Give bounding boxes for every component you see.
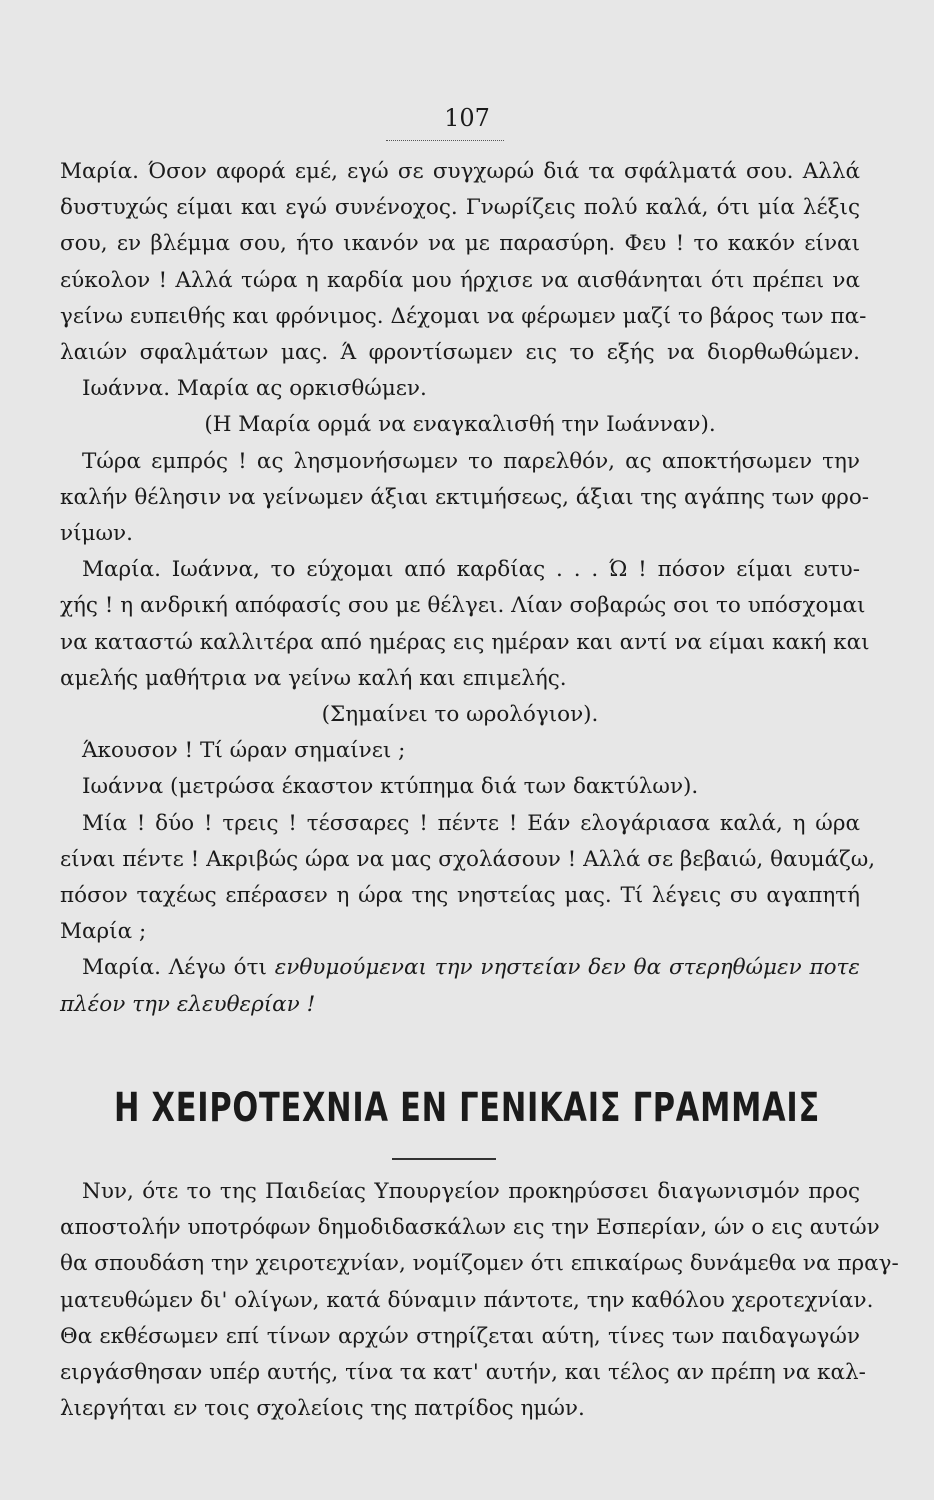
text-line: θα σπουδάση την χειροτεχνίαν, νομίζομεν ότι επικαίρως δυνάμεθα να πραγ- (60, 1251, 899, 1277)
text-line: Άκουσον ! Τί ώραν σημαίνει ; (82, 738, 406, 764)
text-line: λαιών σφαλμάτων μας. Ά φροντίσωμεν εις το εξής να διορθωθώμεν. (60, 340, 860, 366)
text-line: Μαρία. Όσον αφορά εμέ, εγώ σε συγχωρώ διά τα σφάλματά σου. Αλλά (60, 159, 860, 184)
text-line: Νυν, ότε το της Παιδείας Υπουργείον προκηρύσσει διαγωνισμόν προς (82, 1179, 860, 1204)
text-line: καλήν θέλησιν να γείνωμεν άξιαι εκτιμήσεως, άξιαι της αγάπης των φρο- (60, 484, 870, 510)
section-title-rule (392, 1158, 496, 1160)
text-line: σου, εν βλέμμα σου, ήτο ικανόν να με παρασύρη. Φευ ! το κακόν είναι (60, 231, 860, 257)
text-line: γείνω ευπειθής και φρόνιμος. Δέχομαι να φέρωμεν μαζί το βάρος των πα- (60, 303, 867, 329)
text-line: Ιωάννα. Μαρία ας ορκισθώμεν. (82, 376, 427, 402)
text-line: αμελής μαθήτρια να γείνω καλή και επιμελής. (60, 665, 567, 691)
text-line: Ιωάννα (μετρώσα έκαστον κτύπημα διά των δακτύλων). (82, 774, 699, 800)
text-line: ματευθώμεν δι' ολίγων, κατά δύναμιν πάντοτε, την καθόλου χεροτεχνίαν. (60, 1287, 874, 1313)
closing-line-prefix: Μαρία. Λέγω ότι (82, 955, 267, 981)
stage-direction: (Σημαίνει το ωρολόγιον). (321, 702, 599, 728)
closing-line (60, 950, 860, 986)
text-line: εύκολον ! Αλλά τώρα η καρδία μου ήρχισε να αισθάνηται ότι πρέπει να (60, 267, 860, 293)
section-body (60, 1174, 899, 1427)
text-line: Θα εκθέσωμεν επί τίνων αρχών στηρίζεται αύτη, τίνες των παιδαγωγών (60, 1323, 860, 1349)
stage-direction: (Η Μαρία ορμά να εναγκαλισθή την Ιωάνναν). (204, 412, 716, 438)
text-line: Τώρα εμπρός ! ας λησμονήσωμεν το παρελθόν, ας αποκτήσωμεν την (82, 448, 860, 474)
closing-line-2: πλέον την ελευθερίαν ! (60, 991, 316, 1017)
text-line: να καταστώ καλλιτέρα από ημέρας εις ημέραν και αντί να είμαι κακή και (60, 629, 870, 655)
text-line: χής ! η ανδρική απόφασίς σου με θέλγει. Λίαν σοβαρώς σοι το υπόσχομαι (60, 593, 866, 619)
text-line: λιεργήται εν τοις σχολείοις της πατρίδος ημών. (60, 1396, 585, 1422)
text-line: ειργάσθησαν υπέρ αυτής, τίνα τα κατ' αυτήν, και τέλος αν πρέπη να καλ- (60, 1360, 866, 1386)
text-line: δυστυχώς είμαι και εγώ συνένοχος. Γνωρίζεις πολύ καλά, ότι μία λέξις (60, 195, 860, 221)
text-line: πόσον ταχέως επέρασεν η ώρα της νηστείας μας. Τί λέγεις συ αγαπητή (60, 883, 860, 909)
text-line: είναι πέντε ! Ακριβώς ώρα να μας σχολάσουν ! Αλλά σε βεβαιώ, θαυμάζω, (60, 846, 876, 872)
page-number-rule (386, 140, 504, 141)
dialogue-text (60, 154, 876, 1023)
text-line: νίμων. (60, 521, 133, 547)
page-number: 107 (444, 104, 490, 132)
text-line: Μαρία ; (60, 919, 147, 945)
text-line: Μαρία. Ιωάννα, το εύχομαι από καρδίας . . . Ώ ! πόσον είμαι ευτυ- (82, 557, 860, 583)
text-line: Μία ! δύο ! τρεις ! τέσσαρες ! πέντε ! Εάν ελογάριασα καλά, η ώρα (82, 810, 860, 836)
text-line: αποστολήν υποτρόφων δημοδιδασκάλων εις την Εσπερίαν, ών ο εις αυτών (60, 1215, 880, 1241)
closing-line-italic: ενθυμούμεναι την νηστείαν δεν θα στερηθώμεν ποτε (274, 955, 860, 981)
section-title: Η ΧΕΙΡΟΤΕΧΝΙΑ ΕΝ ΓΕΝΙΚΑΙΣ ΓΡΑΜΜΑΙΣ (113, 1085, 821, 1131)
